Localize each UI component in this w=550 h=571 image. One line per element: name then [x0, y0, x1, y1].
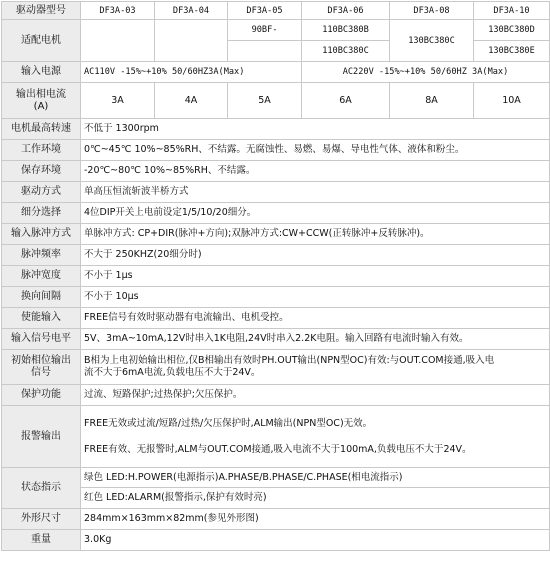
row-value: 单高压恒流斩波半桥方式 [81, 182, 550, 203]
row-value: -20℃~80℃ 10%~85%RH、不结露。 [81, 161, 550, 182]
current-row [2, 83, 550, 119]
row-label: 使能输入 [2, 308, 81, 329]
current-cell: 6A [302, 83, 390, 119]
spec-row [2, 266, 550, 287]
init-value [81, 350, 550, 385]
motor-cell: 130BC380C [390, 20, 474, 62]
model-cell: DF3A-06 [302, 2, 390, 20]
size-label: 外形尺寸 [2, 509, 81, 530]
row-label: 驱动方式 [2, 182, 81, 203]
row-label: 脉冲宽度 [2, 266, 81, 287]
motor-label: 适配电机 [2, 20, 81, 62]
row-label: 电机最高转速 [2, 119, 81, 140]
init-label [2, 350, 81, 385]
protect-value: 过流、短路保护;过热保护;欠压保护。 [81, 385, 550, 406]
row-label: 输入信号电平 [2, 329, 81, 350]
current-cell: 3A [81, 83, 155, 119]
spec-row [2, 245, 550, 266]
current-cell: 5A [228, 83, 302, 119]
row-value: 4位DIP开关上电前设定1/5/10/20细分。 [81, 203, 550, 224]
init-label-line2: 信号 [31, 367, 51, 378]
weight-value: 3.0Kg [81, 530, 550, 551]
init-line1: B相为上电初始输出相位,仅B相输出有效时PH.OUT输出(NPN型OC)有效:与OUT.COM接通,吸入电 [84, 355, 495, 366]
row-value: 不小于 10μs [81, 287, 550, 308]
spec-row [2, 119, 550, 140]
motor-cell-empty [228, 41, 302, 62]
model-cell: DF3A-10 [474, 2, 550, 20]
row-label: 换向间隔 [2, 287, 81, 308]
row-value: 不低于 1300rpm [81, 119, 550, 140]
row-value: 单脉冲方式: CP+DIR(脉冲+方向);双脉冲方式:CW+CCW(正转脉冲+反转脉冲)。 [81, 224, 550, 245]
spec-row [2, 182, 550, 203]
model-cell: DF3A-08 [390, 2, 474, 20]
header-label: 驱动器型号 [2, 2, 81, 20]
model-cell: DF3A-05 [228, 2, 302, 20]
row-value: 5V、3mA~10mA,12V时串入1K电阻,24V时串入2.2K电阻。输入回路有电流时输入有效。 [81, 329, 550, 350]
spec-row [2, 308, 550, 329]
current-cell: 4A [155, 83, 228, 119]
power-row [2, 62, 550, 83]
row-label: 脉冲频率 [2, 245, 81, 266]
weight-label: 重量 [2, 530, 81, 551]
spec-row [2, 287, 550, 308]
current-label [2, 83, 81, 119]
status-row [2, 468, 550, 488]
model-cell: DF3A-04 [155, 2, 228, 20]
row-value: FREE信号有效时驱动器有电流输出、电机受控。 [81, 308, 550, 329]
alarm-row [2, 406, 550, 468]
alarm-line2: FREE有效、无报警时,ALM与OUT.COM接通,吸入电流不大于100mA,负载电压不大于24V。 [84, 443, 472, 455]
row-value: 不大于 250KHZ(20细分时) [81, 245, 550, 266]
status-red: 红色 LED:ALARM(报警指示,保护有效时亮) [81, 488, 550, 509]
init-line2: 流不大于6mA电流,负载电压不大于24V。 [84, 367, 261, 378]
model-cell: DF3A-03 [81, 2, 155, 20]
status-green: 绿色 LED:H.POWER(电源指示)A.PHASE/B.PHASE/C.PHASE(相电流指示) [81, 468, 550, 488]
spec-row [2, 140, 550, 161]
current-label-line1: 输出相电流 [16, 88, 66, 100]
motor-cell: 130BC380D [474, 20, 550, 41]
init-row [2, 350, 550, 385]
alarm-label: 报警输出 [2, 406, 81, 468]
status-row-2 [2, 488, 550, 509]
row-label: 输入脉冲方式 [2, 224, 81, 245]
protect-row [2, 385, 550, 406]
spec-table [1, 1, 550, 551]
row-value: 0℃~45℃ 10%~85%RH、不结露。无腐蚀性、易燃、易爆、导电性气体、液体和粉尘。 [81, 140, 550, 161]
row-label: 工作环境 [2, 140, 81, 161]
alarm-value [81, 406, 550, 468]
current-cell: 8A [390, 83, 474, 119]
motor-cell: 130BC380E [474, 41, 550, 62]
size-value: 284mm×163mm×82mm(参见外形图) [81, 509, 550, 530]
spec-row [2, 224, 550, 245]
size-row [2, 509, 550, 530]
header-row [2, 2, 550, 20]
power-high: AC220V -15%~+10% 50/60HZ 3A(Max) [302, 62, 550, 83]
power-label: 输入电源 [2, 62, 81, 83]
protect-label: 保护功能 [2, 385, 81, 406]
motor-cell: 90BF- [228, 20, 302, 41]
current-label-line2: (A) [33, 100, 49, 112]
status-label: 状态指示 [2, 468, 81, 509]
power-low: AC110V -15%~+10% 50/60HZ3A(Max) [81, 62, 302, 83]
motor-cell: 110BC380C [302, 41, 390, 62]
current-cell: 10A [474, 83, 550, 119]
spec-row [2, 329, 550, 350]
row-label: 保存环境 [2, 161, 81, 182]
motor-cell-empty [155, 20, 228, 62]
weight-row [2, 530, 550, 551]
motor-cell: 110BC380B [302, 20, 390, 41]
motor-row [2, 20, 550, 41]
motor-cell-empty [81, 20, 155, 62]
row-label: 细分选择 [2, 203, 81, 224]
row-value: 不小于 1μs [81, 266, 550, 287]
spec-row [2, 203, 550, 224]
spec-row [2, 161, 550, 182]
alarm-line1: FREE无效或过流/短路/过热/欠压保护时,ALM输出(NPN型OC)无效。 [84, 417, 373, 429]
init-label-line1: 初始相位输出 [11, 355, 71, 366]
